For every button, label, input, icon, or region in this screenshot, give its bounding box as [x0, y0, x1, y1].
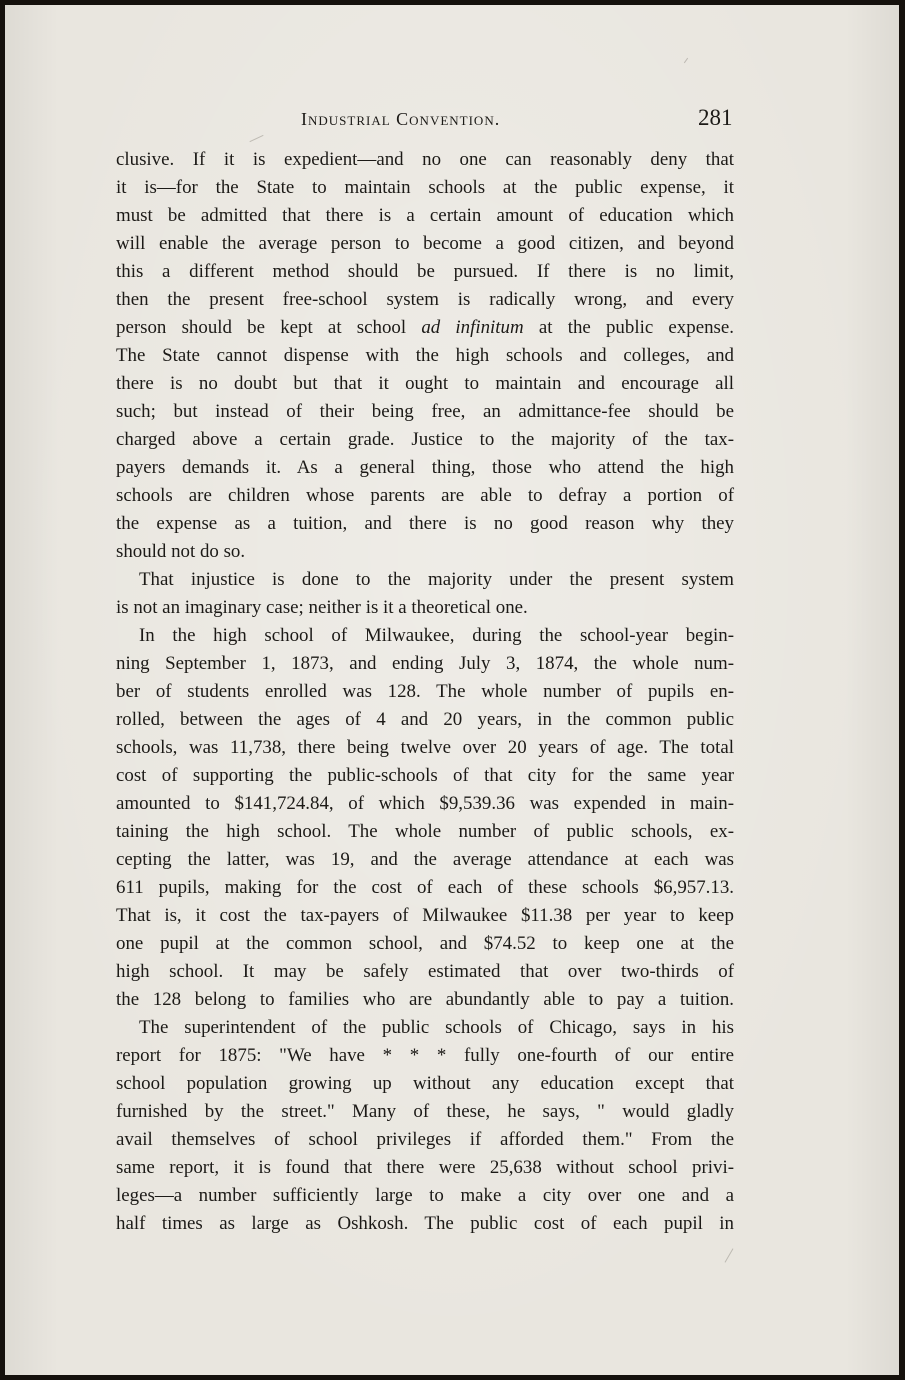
text-line: The superintendent of the public schools of Chicago, says in his [139, 1017, 734, 1038]
text-line: report for 1875: "We have * * * fully one-fourth of our entire [116, 1045, 734, 1066]
text-line: cost of supporting the public-schools of that city for the same year [116, 765, 734, 786]
text-line: then the present free-school system is radically wrong, and every [116, 289, 734, 310]
text-line: the 128 belong to families who are abundantly able to pay a tuition. [116, 989, 734, 1010]
text-line: there is no doubt but that it ought to maintain and encourage all [116, 373, 734, 394]
text-line: taining the high school. The whole number of public schools, ex- [116, 821, 734, 842]
text-line: the expense as a tuition, and there is no good reason why they [116, 513, 734, 534]
text-line: payers demands it. As a general thing, those who attend the high [116, 457, 734, 478]
text-line: such; but instead of their being free, an admittance-fee should be [116, 401, 734, 422]
text-line: amounted to $141,724.84, of which $9,539.36 was expended in main- [116, 793, 734, 814]
text-line: this a different method should be pursued. If there is no limit, [116, 261, 734, 282]
text-line: should not do so. [116, 541, 246, 562]
text-segment: person should be kept at school [116, 317, 407, 338]
text-line: ning September 1, 1873, and ending July 3, 1874, the whole num- [116, 653, 734, 674]
text-line: cepting the latter, was 19, and the average attendance at each was [116, 849, 734, 870]
book-page [5, 5, 899, 1375]
paper-speck [684, 58, 688, 63]
text-segment: at the public expense. [538, 317, 734, 338]
text-line: one pupil at the common school, and $74.52 to keep one at the [116, 933, 734, 954]
text-line [116, 314, 734, 342]
text-line: charged above a certain grade. Justice to the majority of the tax- [116, 429, 734, 450]
text-line: leges—a number sufficiently large to make a city over one and a [116, 1185, 734, 1206]
text-line: schools, was 11,738, there being twelve over 20 years of age. The total [116, 737, 734, 758]
text-line: furnished by the street." Many of these, he says, " would gladly [116, 1101, 734, 1122]
text-line: must be admitted that there is a certain amount of education which [116, 205, 734, 226]
text-line: ber of students enrolled was 128. The whole number of pupils en- [116, 681, 734, 702]
text-line: avail themselves of school privileges if afforded them." From the [116, 1129, 734, 1150]
text-line: high school. It may be safely estimated that over two-thirds of [116, 961, 734, 982]
text-line: clusive. If it is expedient—and no one can reasonably deny that [116, 149, 734, 170]
page-number: 281 [698, 105, 733, 130]
text-line: is not an imaginary case; neither is it a theoretical one. [116, 597, 528, 618]
text-line: half times as large as Oshkosh. The public cost of each pupil in [116, 1213, 734, 1234]
text-line: The State cannot dispense with the high schools and colleges, and [116, 345, 734, 366]
italic-phrase: ad infinitum [421, 317, 524, 338]
text-line: In the high school of Milwaukee, during the school-year begin- [139, 625, 734, 646]
text-line: That injustice is done to the majority under the present system [139, 569, 734, 590]
text-line: 611 pupils, making for the cost of each of these schools $6,957.13. [116, 877, 734, 898]
text-line: rolled, between the ages of 4 and 20 years, in the common public [116, 709, 734, 730]
running-title: Industrial Convention. [301, 109, 501, 129]
running-header [5, 105, 899, 139]
text-line: schools are children whose parents are able to defray a portion of [116, 485, 734, 506]
text-line: same report, it is found that there were 25,638 without school privi- [116, 1157, 734, 1178]
paper-speck [725, 1248, 734, 1262]
text-line: will enable the average person to become a good citizen, and beyond [116, 233, 734, 254]
text-line: school population growing up without any education except that [116, 1073, 734, 1094]
text-line: That is, it cost the tax-payers of Milwaukee $11.38 per year to keep [116, 905, 734, 926]
text-line: it is—for the State to maintain schools at the public expense, it [116, 177, 734, 198]
